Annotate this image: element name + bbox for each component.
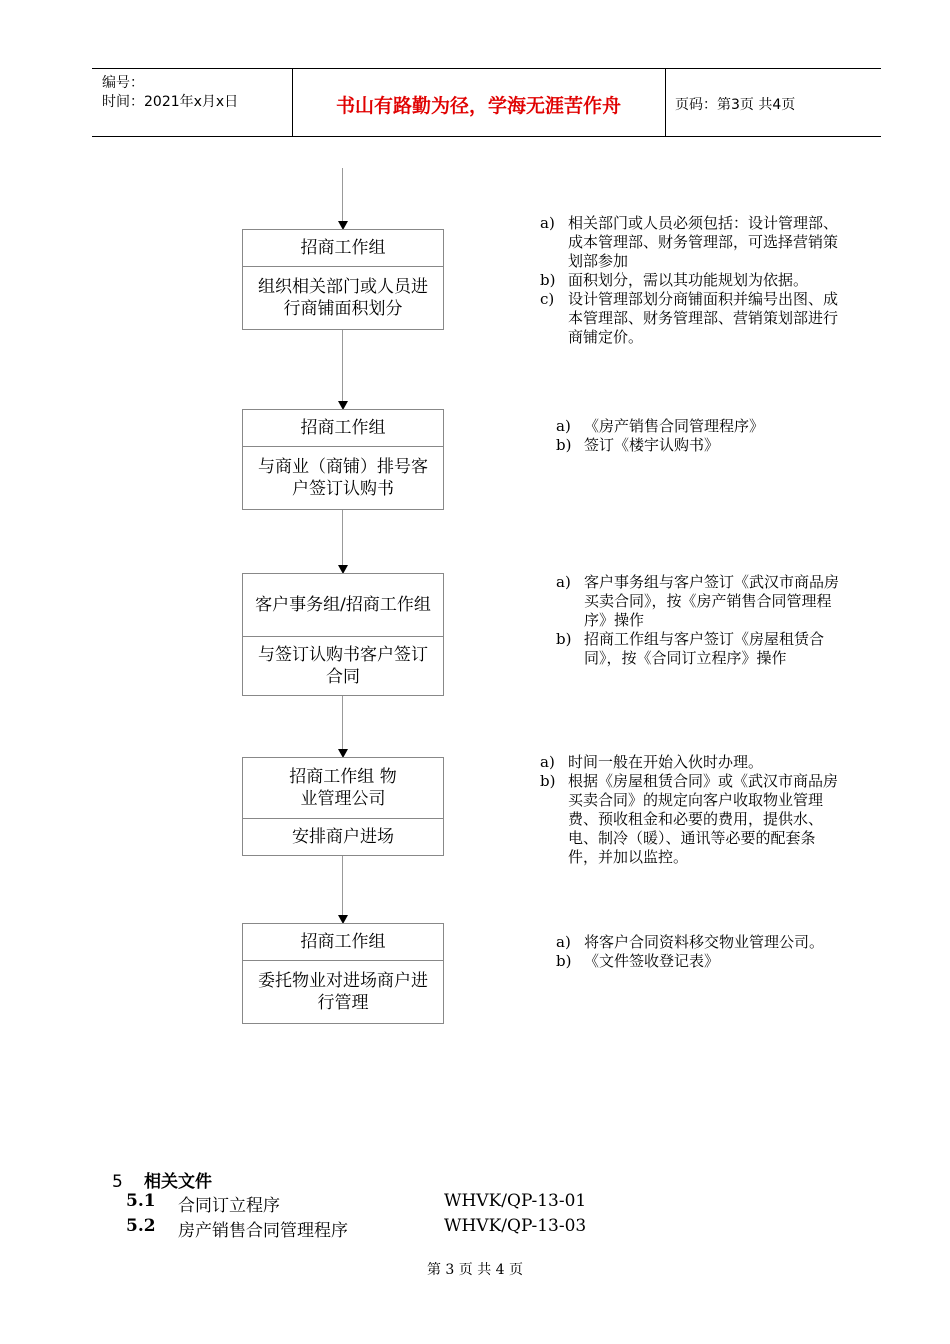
step-owner: 招商工作组	[243, 230, 443, 267]
section-number: 5	[112, 1172, 123, 1192]
note-text: 签订《楼宇认购书》	[584, 436, 720, 454]
reference-number: 5.1	[126, 1191, 156, 1211]
step-action: 与商业（商铺）排号客户签订认购书	[258, 457, 428, 499]
step-action: 安排商户进场	[292, 827, 394, 847]
note-text: 《文件签收登记表》	[584, 952, 720, 970]
note-text: 根据《房屋租赁合同》或《武汉市商品房买卖合同》的规定向客户收取物业管理费、预收租金和必要的费用，提供水、电、制冷（暖）、通讯等必要的配套条件，并加以监控。	[568, 772, 839, 866]
step-owner: 客户事务组/招商工作组	[243, 574, 443, 637]
step-notes	[540, 753, 838, 867]
reference-row	[126, 1191, 726, 1215]
step-notes	[556, 933, 876, 971]
note-marker: b)	[540, 772, 556, 790]
note-item	[556, 933, 876, 952]
page-header	[92, 68, 881, 137]
step-owner: 招商工作组 物业管理公司	[243, 758, 443, 819]
number-label: 编号：	[102, 75, 144, 91]
connector-line	[342, 695, 343, 751]
header-page-cell	[665, 69, 880, 136]
note-item	[540, 753, 838, 772]
note-marker: b)	[540, 271, 556, 289]
flow-step-move-in	[242, 757, 444, 856]
note-marker: b)	[556, 952, 572, 970]
reference-title: 合同订立程序	[178, 1196, 280, 1216]
connector-line	[342, 328, 343, 403]
note-marker: a)	[540, 214, 555, 232]
note-text: 招商工作组与客户签订《房屋租赁合同》，按《合同订立程序》操作	[584, 630, 825, 667]
flow-step-property-mgmt	[242, 923, 444, 1024]
reference-code: WHVK/QP-13-01	[444, 1191, 587, 1211]
reference-row	[126, 1216, 726, 1240]
note-item	[540, 271, 838, 290]
note-item	[556, 952, 876, 971]
section-title: 相关文件	[144, 1172, 212, 1192]
note-item	[556, 417, 846, 436]
section-heading	[112, 1167, 212, 1192]
note-marker: a)	[540, 753, 555, 771]
note-text: 客户事务组与客户签订《武汉市商品房买卖合同》，按《房产销售合同管理程序》操作	[584, 573, 840, 629]
reference-number: 5.2	[126, 1216, 156, 1236]
step-action: 委托物业对进场商户进行管理	[258, 971, 428, 1013]
flow-step-area-division	[242, 229, 444, 330]
note-text: 面积划分，需以其功能规划为依据。	[568, 271, 809, 289]
step-owner: 招商工作组	[243, 924, 443, 961]
reference-code: WHVK/QP-13-03	[444, 1216, 587, 1236]
note-text: 相关部门或人员必须包括：设计管理部、成本管理部、财务管理部，可选择营销策划部参加	[568, 214, 839, 270]
note-item	[540, 214, 838, 271]
flow-step-subscription	[242, 409, 444, 510]
connector-line	[342, 855, 343, 917]
step-action: 与签订认购书客户签订合同	[258, 645, 428, 687]
note-text: 将客户合同资料移交物业管理公司。	[584, 933, 825, 951]
header-motto-cell	[292, 69, 666, 136]
reference-title: 房产销售合同管理程序	[178, 1221, 348, 1241]
note-text: 《房产销售合同管理程序》	[584, 417, 765, 435]
connector-line	[342, 508, 343, 567]
note-marker: c)	[540, 290, 555, 308]
note-item	[540, 290, 838, 347]
note-marker: b)	[556, 630, 572, 648]
step-notes	[540, 214, 838, 347]
step-notes	[556, 417, 846, 455]
note-item	[556, 630, 852, 668]
connector-line	[342, 168, 343, 224]
step-action: 组织相关部门或人员进行商铺面积划分	[258, 277, 428, 319]
motto: 书山有路勤为径，学海无涯苦作舟	[335, 95, 621, 117]
step-notes	[556, 573, 852, 668]
step-owner: 招商工作组	[243, 410, 443, 447]
header-left-cell	[92, 69, 293, 136]
note-text: 设计管理部划分商铺面积并编号出图、成本管理部、财务管理部、营销策划部进行商铺定价。	[568, 290, 839, 346]
note-marker: b)	[556, 436, 572, 454]
page-code: 页码：第3页 共4页	[675, 97, 796, 113]
page-footer: 第 3 页 共 4 页	[426, 1262, 524, 1278]
flow-step-contract	[242, 573, 444, 696]
note-marker: a)	[556, 417, 571, 435]
note-item	[556, 436, 846, 455]
note-item	[556, 573, 852, 630]
note-marker: a)	[556, 933, 571, 951]
note-marker: a)	[556, 573, 571, 591]
note-item	[540, 772, 838, 867]
note-text: 时间一般在开始入伙时办理。	[568, 753, 764, 771]
time-line: 时间：2021年x月x日	[102, 94, 239, 110]
